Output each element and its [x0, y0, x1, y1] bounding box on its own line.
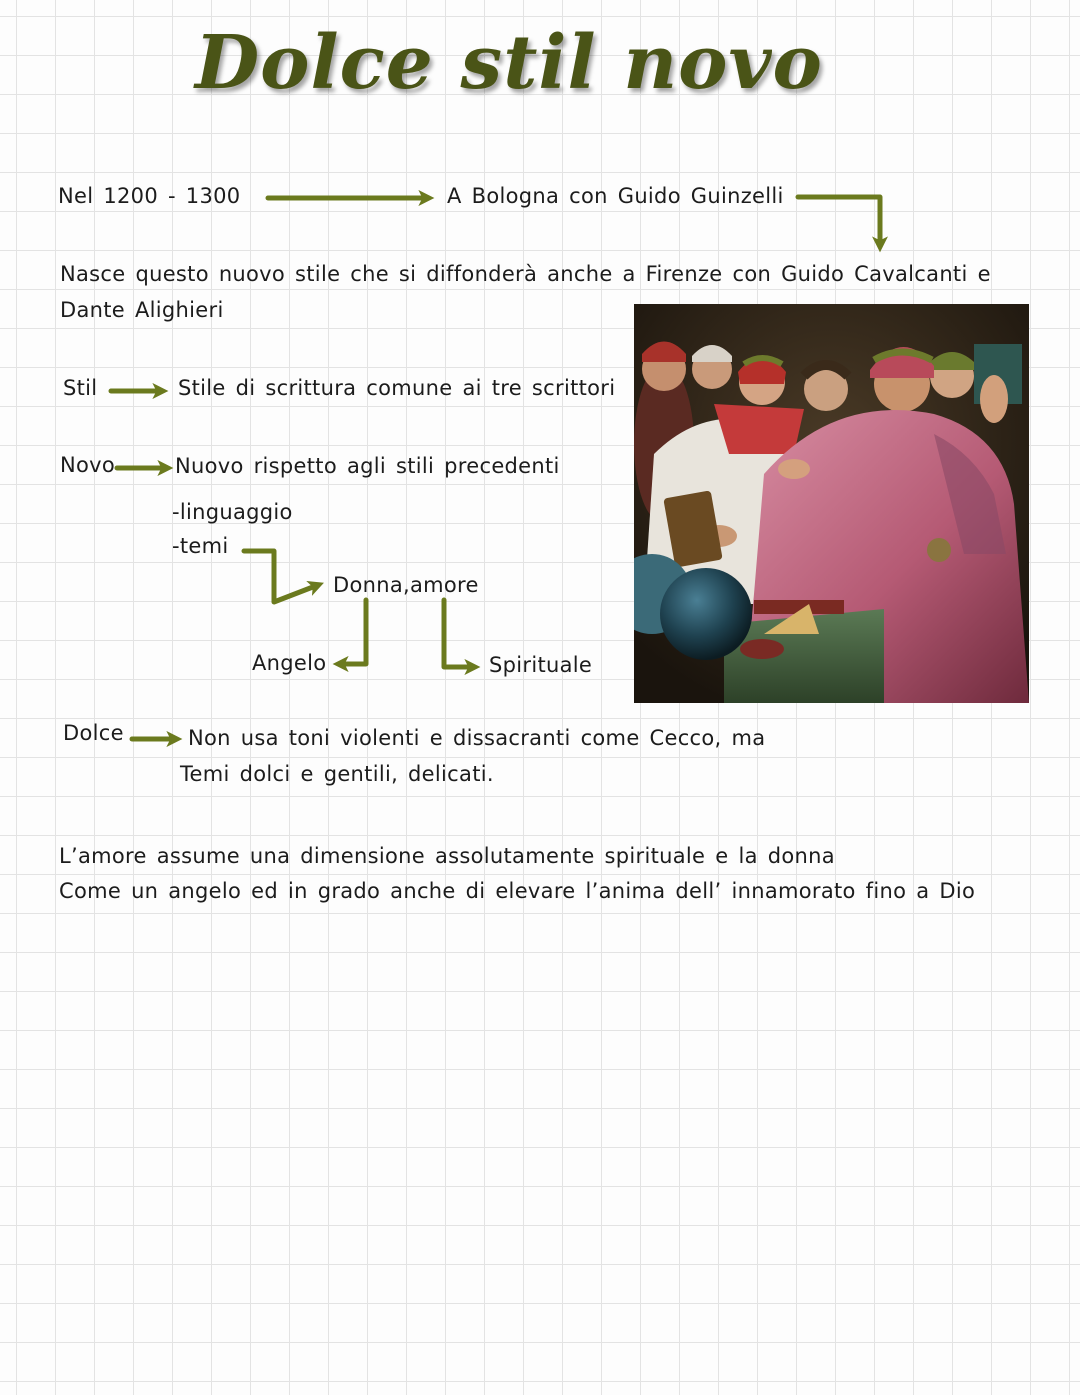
painting-illustration: [634, 304, 1029, 703]
temi-item: -temi: [172, 534, 229, 558]
nasce-text-line-1: Nasce questo nuovo stile che si diffonderà anche a Firenze con Guido Cavalcanti e: [60, 262, 991, 286]
arrow-temi: [244, 551, 318, 602]
poets-painting-image: [634, 304, 1029, 703]
angelo-text: Angelo: [252, 651, 327, 675]
period-text: Nel 1200 - 1300: [58, 184, 241, 208]
donna-amore-text: Donna,amore: [333, 573, 479, 597]
bologna-text: A Bologna con Guido Guinzelli: [447, 184, 784, 208]
novo-definition: Nuovo rispetto agli stili precedenti: [175, 454, 560, 478]
linguaggio-item: -linguaggio: [172, 500, 293, 524]
stil-definition: Stile di scrittura comune ai tre scrittori: [178, 376, 616, 400]
dolce-definition-line-1: Non usa toni violenti e dissacranti come Cecco, ma: [188, 726, 766, 750]
nasce-text-line-2: Dante Alighieri: [60, 298, 224, 322]
arrow-spirituale: [444, 600, 474, 667]
dolce-term: Dolce: [63, 721, 124, 745]
stil-term: Stil: [63, 376, 98, 400]
dolce-definition-line-2: Temi dolci e gentili, delicati.: [180, 762, 494, 786]
amore-text-line-1: L’amore assume una dimensione assolutamente spirituale e la donna: [59, 844, 835, 868]
arrow-angelo: [339, 600, 366, 664]
arrow-bologna-down: [798, 197, 880, 246]
page-title: Dolce stil novo: [195, 20, 823, 106]
spirituale-text: Spirituale: [489, 653, 593, 677]
novo-term: Novo: [60, 453, 116, 477]
amore-text-line-2: Come un angelo ed in grado anche di elevare l’anima dell’ innamorato fino a Dio: [59, 879, 976, 903]
